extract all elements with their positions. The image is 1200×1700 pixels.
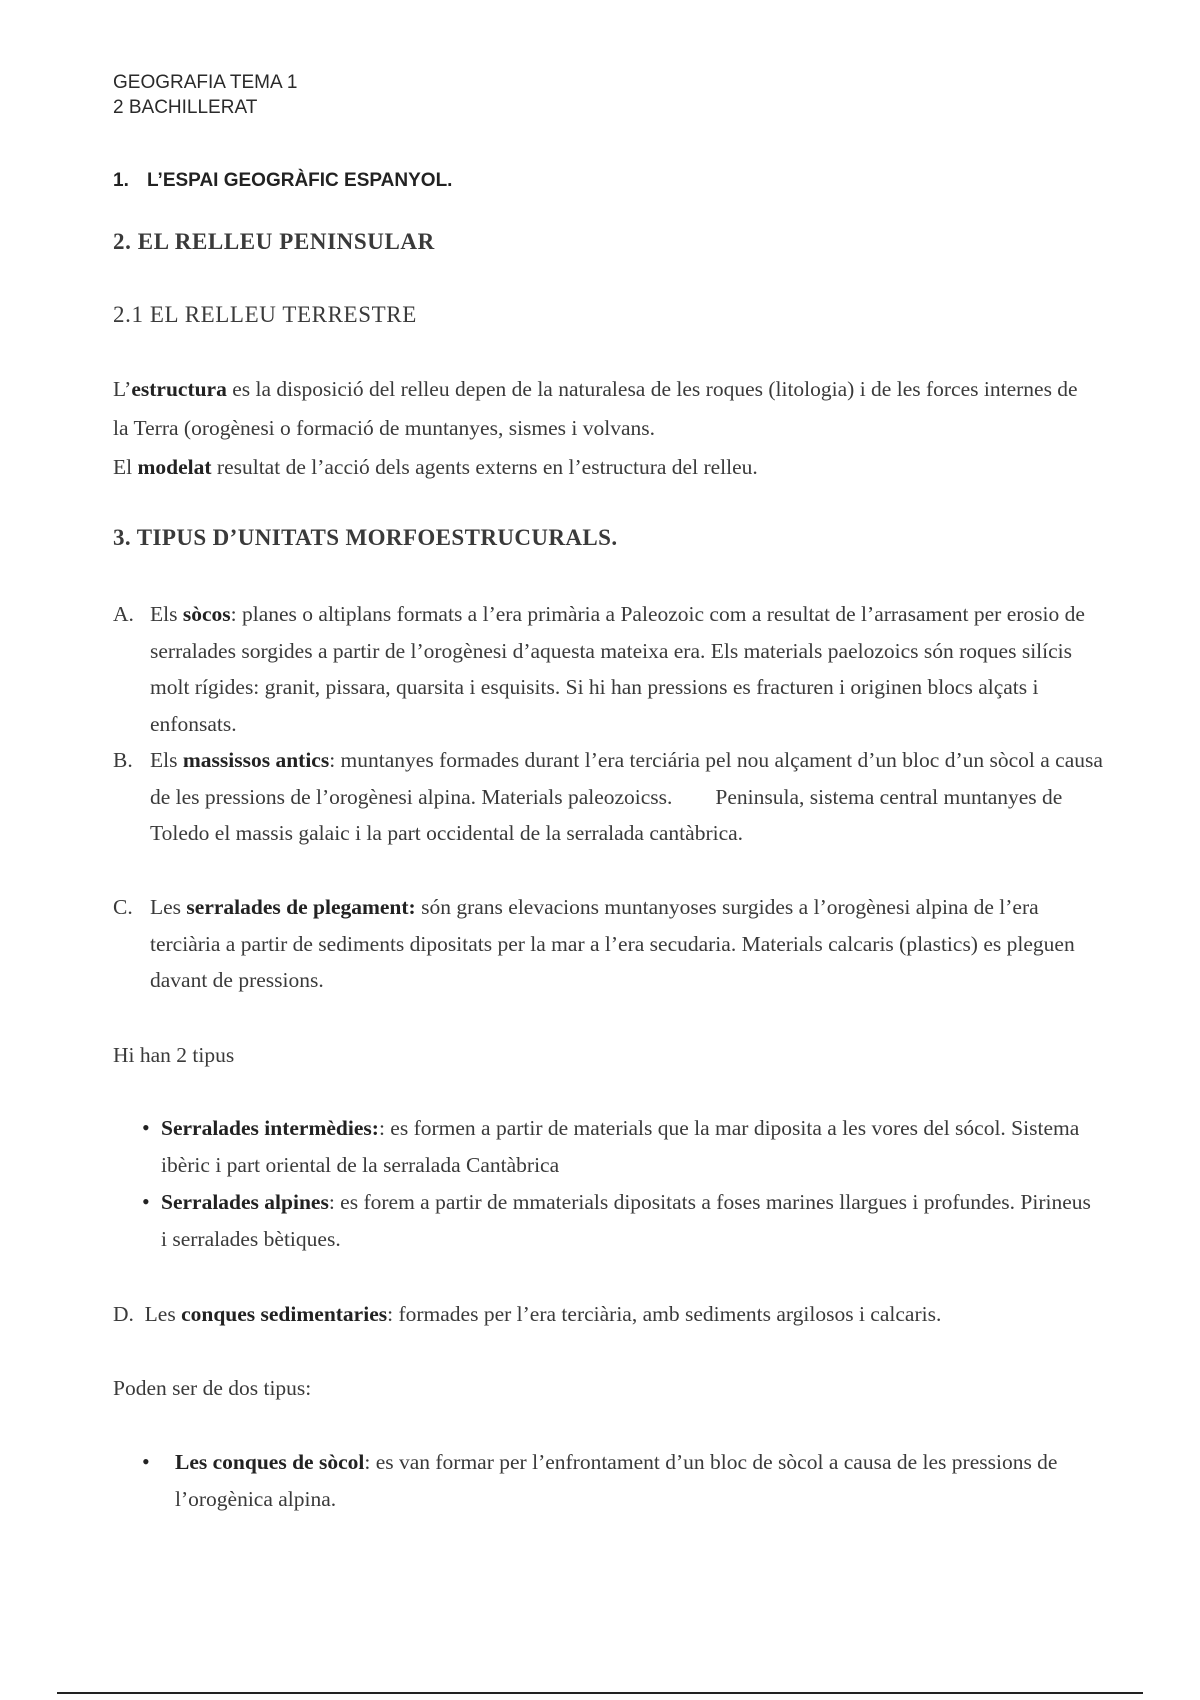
page-bottom-rule xyxy=(57,1692,1143,1694)
section-2-1-heading: 2.1 EL RELLEU TERRESTRE xyxy=(113,302,417,327)
bullet-alpines-text: : es forem a partir de mmaterials dipositats a foses marines llargues i profundes. Pirineus i serralades bètiques. xyxy=(161,1190,1091,1251)
term-serralades-intermedies: Serralades intermèdies: xyxy=(161,1116,379,1140)
list-item-d-pre: Les xyxy=(133,1302,182,1326)
list-item-d-text: : formades per l’era terciària, amb sediments argilosos i calcaris. xyxy=(387,1302,942,1326)
section-3-heading: 3. TIPUS D’UNITATS MORFOESTRUCURALS. xyxy=(113,525,618,550)
bullet-conques-de-socol xyxy=(142,1444,1102,1517)
list-item-c-text: són grans elevacions muntanyoses surgides a l’orogènesi alpina de l’era terciària a partir de sediments dipositats per la mar a l’era secudaria. Materials calcaris (plastics) es pleguen davant de pressions. xyxy=(150,895,1075,992)
term-modelat: modelat xyxy=(137,455,212,479)
intro-paragraph-1 xyxy=(113,370,1093,448)
bullet-icon: • xyxy=(142,1449,150,1474)
list-item-a-letter: A. xyxy=(113,602,134,626)
list-item-b-pre: Els xyxy=(150,748,183,772)
bullet-icon: • xyxy=(142,1189,150,1214)
header-subject: GEOGRAFIA TEMA 1 xyxy=(113,72,298,93)
intro-p1-pre: L’ xyxy=(113,377,132,401)
list-item-d xyxy=(113,1296,1093,1333)
list-item-b xyxy=(113,742,1109,852)
bullet-icon: • xyxy=(142,1115,150,1140)
list-item-d-letter: D. xyxy=(113,1302,134,1326)
bullet-serralades-intermedies xyxy=(142,1110,1102,1183)
list-item-c-pre: Les xyxy=(150,895,187,919)
section-1-title: L’ESPAI GEOGRÀFIC ESPANYOL. xyxy=(147,170,453,191)
list-item-a xyxy=(113,596,1103,742)
intro-p2-text: resultat de l’acció dels agents externs en l’estructura del relleu. xyxy=(211,455,758,479)
term-massissos-antics: massissos antics xyxy=(182,748,330,772)
term-socos: sòcos xyxy=(182,602,231,626)
header-course: 2 BACHILLERAT xyxy=(113,97,258,118)
term-serralades-alpines: Serralades alpines xyxy=(161,1190,329,1214)
bullet-conques-text: : es van formar per l’enfrontament d’un bloc de sòcol a causa de les pressions de l’orogènica alpina. xyxy=(175,1450,1058,1511)
term-serralades-de-plegament: serralades de plegament: xyxy=(186,895,416,919)
document-header xyxy=(113,70,297,120)
term-conques-de-socol: Les conques de sòcol xyxy=(175,1450,365,1474)
section-1-heading xyxy=(113,170,452,192)
section-1-number: 1. xyxy=(113,170,129,191)
list-item-c-letter: C. xyxy=(113,895,133,919)
list-item-b-text: : muntanyes formades durant l’era terciária pel nou alçament d’un bloc d’un sòcol a causa de les pressions de l’orogènesi alpina. Materials paleozoicss. Peninsula, sistema central muntanyes de Toledo el massis galaic i la part occidental de la serralada cantàbrica. xyxy=(150,748,1109,845)
term-conques-sedimentaries: conques sedimentaries xyxy=(181,1302,388,1326)
bullet-intermedies-text: : es formen a partir de materials que la mar diposita a les vores del sócol. Sistema ibèric i part oriental de la serralada Cantàbrica xyxy=(161,1116,1080,1177)
term-estructura: estructura xyxy=(131,377,227,401)
list-item-a-pre: Els xyxy=(150,602,183,626)
list-item-b-letter: B. xyxy=(113,748,133,772)
list-item-c xyxy=(113,889,1103,999)
list-item-d-types: Poden ser de dos tipus: xyxy=(113,1376,312,1400)
section-2-heading: 2. EL RELLEU PENINSULAR xyxy=(113,229,435,254)
intro-p1-text: es la disposició del relleu depen de la naturalesa de les roques (litologia) i de les forces internes de la Terra (orogènesi o formació de muntanyes, sismes i volvans. xyxy=(113,377,1078,440)
intro-p2-pre: El xyxy=(113,455,138,479)
list-item-a-text: : planes o altiplans formats a l’era primària a Paleozoic com a resultat de l’arrasament per erosio de serralades sorgides a partir de l’orogènesi d’aquesta mateixa era. Els materials paelozoics són roques silícis molt rígides: granit, pissara, quarsita i esquisits. Si hi han pressions es fracturen i originen blocs alçats i enfonsats. xyxy=(150,602,1085,736)
types-intro: Hi han 2 tipus xyxy=(113,1043,235,1067)
intro-paragraph-2 xyxy=(113,448,1093,487)
bullet-serralades-alpines xyxy=(142,1184,1102,1257)
